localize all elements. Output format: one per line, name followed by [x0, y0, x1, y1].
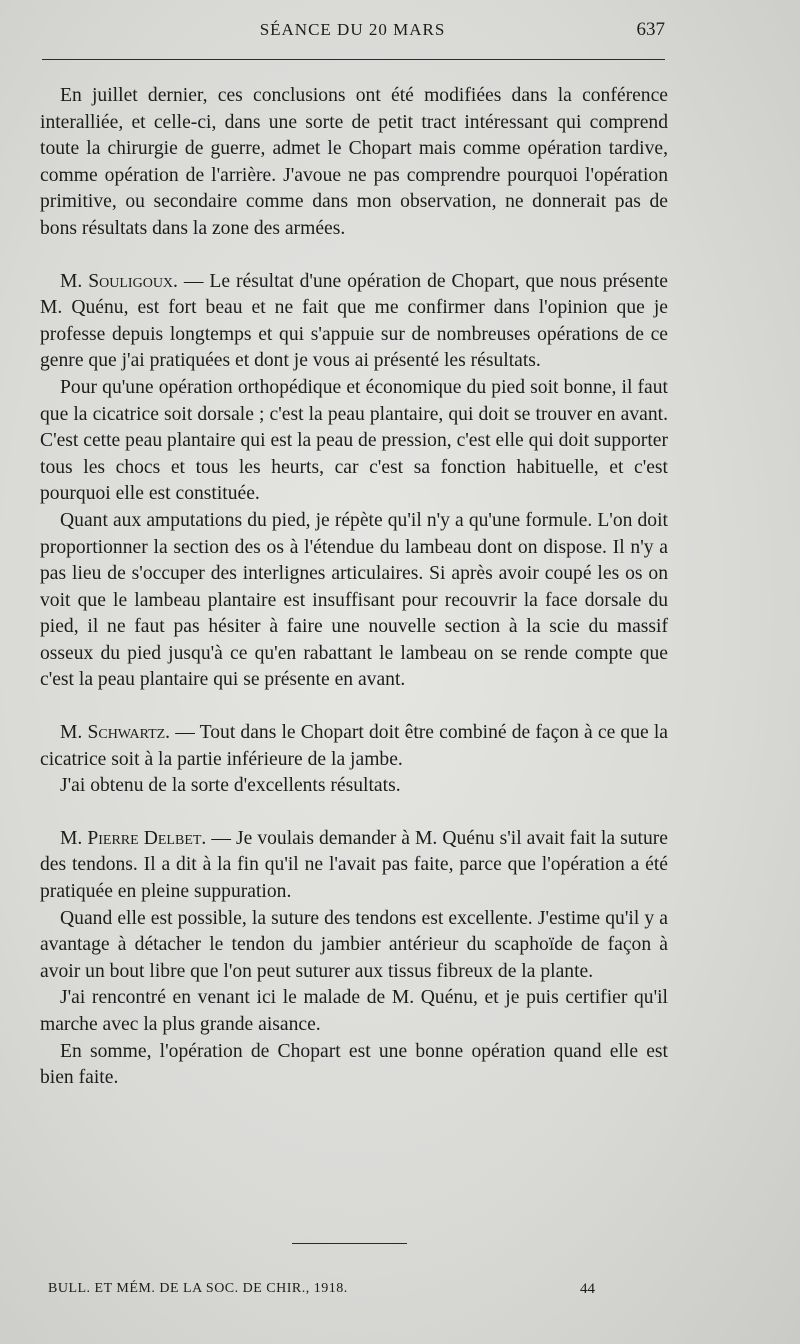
signature-mark: 44 [580, 1281, 595, 1297]
paragraph-3 [40, 375, 668, 508]
paragraph-6 [40, 773, 668, 800]
paragraph-1 [40, 83, 668, 243]
paragraph-8 [40, 906, 668, 986]
paragraph-10 [40, 1039, 668, 1092]
paragraph-text: J'ai obtenu de la sorte d'excellents résultats. [60, 775, 401, 797]
paragraph-text: — Je voulais demander à M. Quénu s'il avait fait la suture des tendons. Il a dit à la fin qu'il ne l'avait pas faite, parce que l'opération a été pratiquée en pleine suppuration. [40, 827, 668, 903]
paragraph-text: En juillet dernier, ces conclusions ont été modifiées dans la conférence interalliée, et celle-ci, dans une sorte de petit tract intéressant qui comprend toute la chirurgie de guerre, admet le Chopart mais comme opération tardive, comme opération de l'arrière. J'avoue ne pas comprendre pourquoi l'opération primitive, ou secondaire comme dans mon observation, ne donnerait pas de bons résultats dans la zone des armées. [40, 85, 668, 239]
paragraph-text: Quant aux amputations du pied, je répète qu'il n'y a qu'une formule. L'on doit proportionner la section des os à l'étendue du lambeau dont on dispose. Il n'y a pas lieu de s'occuper des interlignes articulaires. Si après avoir coupé les os on voit que le lambeau plantaire est insuffisant pour recouvrir la face dorsale du pied, il ne faut pas hésiter à faire une nouvelle section à la scie du massif osseux du pied jusqu'à ce qu'en rabattant le lambeau on se rende compte que c'est la peau plantaire qui se présente en avant. [40, 509, 668, 691]
paragraph-9 [40, 985, 668, 1038]
paragraph-5 [40, 720, 668, 773]
page-number: 637 [636, 19, 665, 40]
footer-citation: BULL. ET MÉM. DE LA SOC. DE CHIR., 1918. [48, 1281, 348, 1296]
paragraph-text: — Le résultat d'une opération de Chopart, que nous présente M. Quénu, est fort beau et ne fait que me confirmer dans l'opinion que je professe depuis longtemps et qui s'appuie sur de nombreuses opérations de ce genre que j'ai pratiquées et dont je vous ai présenté les résultats. [40, 270, 668, 372]
paragraph-text: J'ai rencontré en venant ici le malade de M. Quénu, et je puis certifier qu'il marche avec la plus grande aisance. [40, 987, 668, 1035]
paragraph-4 [40, 508, 668, 694]
page-header [40, 18, 665, 46]
paragraph-text: En somme, l'opération de Chopart est une bonne opération quand elle est bien faite. [40, 1040, 668, 1089]
paragraph-7 [40, 826, 668, 906]
paragraph-2 [40, 269, 668, 375]
paragraph-text: Pour qu'une opération orthopédique et économique du pied soit bonne, il faut que la cicatrice soit dorsale ; c'est la peau plantaire, qui doit se trouver en avant. C'est cette peau plantaire qui est la peau de pression, c'est elle qui doit supporter tous les chocs et tous les heurts, car c'est sa fonction habituelle, et c'est pourquoi elle est constituée. [40, 376, 668, 505]
paragraph-text: Quand elle est possible, la suture des tendons est excellente. J'estime qu'il y a avantage à détacher le tendon du jambier antérieur du scaphoïde de façon à avoir un bout libre que l'on peut suturer aux tissus fibreux de la plante. [40, 907, 668, 982]
paragraph-text: — Tout dans le Chopart doit être combiné de façon à ce que la cicatrice soit à la partie inférieure de la jambe. [40, 722, 668, 770]
speaker-name: M. Schwartz. [60, 722, 171, 744]
speaker-name: M. Souligoux. [60, 270, 178, 292]
running-head: SÉANCE DU 20 MARS [259, 20, 446, 39]
speaker-name: M. Pierre Delbet. [60, 827, 207, 849]
body-text [40, 83, 668, 1092]
end-rule [292, 1243, 407, 1244]
header-rule [42, 59, 665, 60]
